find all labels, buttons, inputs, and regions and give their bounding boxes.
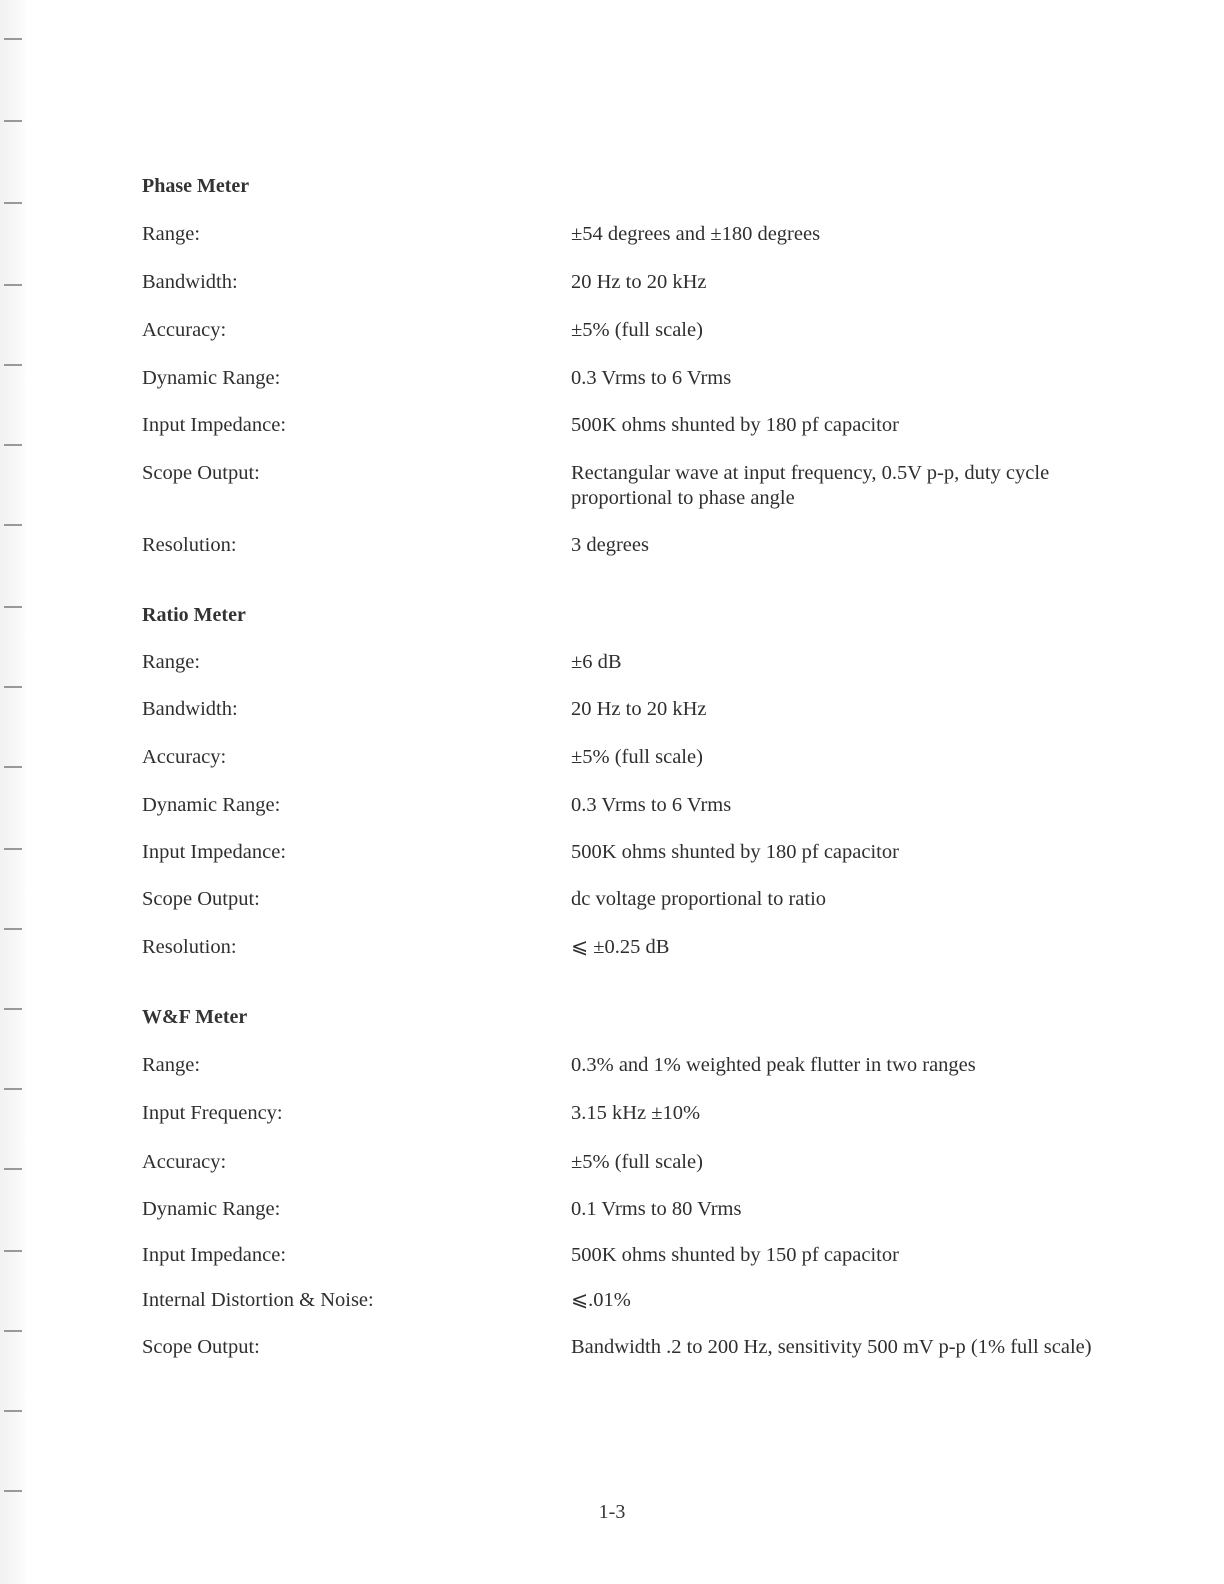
spec-label: Input Impedance:: [142, 841, 287, 863]
spec-label: Dynamic Range:: [142, 794, 281, 816]
spec-value: 20 Hz to 20 kHz: [571, 271, 707, 293]
spec-label: Dynamic Range:: [142, 1198, 281, 1220]
spec-value: ±5% (full scale): [571, 746, 703, 768]
spec-label: Accuracy:: [142, 1151, 227, 1173]
binding-margin: [0, 0, 28, 1584]
binding-hole-mark: [4, 766, 22, 768]
spec-label: Scope Output:: [142, 888, 260, 910]
spec-label: Scope Output:: [142, 462, 260, 484]
spec-label: Resolution:: [142, 936, 237, 958]
spec-value: Rectangular wave at input frequency, 0.5V p-p, duty cycle proportional to phase angle: [571, 462, 1050, 509]
section-title-ratio-meter: Ratio Meter: [142, 604, 246, 626]
spec-label: Scope Output:: [142, 1336, 260, 1358]
binding-hole-mark: [4, 1490, 22, 1492]
spec-label: Bandwidth:: [142, 271, 238, 293]
binding-hole-mark: [4, 686, 22, 688]
binding-hole-mark: [4, 120, 22, 122]
binding-hole-mark: [4, 1168, 22, 1170]
spec-value: 0.3 Vrms to 6 Vrms: [571, 794, 732, 816]
spec-label: Internal Distortion & Noise:: [142, 1289, 374, 1311]
spec-value: Bandwidth .2 to 200 Hz, sensitivity 500 mV p-p (1% full scale): [571, 1336, 1092, 1358]
spec-label: Resolution:: [142, 534, 237, 556]
spec-value: dc voltage proportional to ratio: [571, 888, 827, 910]
spec-value: ⩽.01%: [571, 1289, 631, 1311]
binding-hole-mark: [4, 202, 22, 204]
spec-value: ±6 dB: [571, 651, 622, 673]
spec-value: 0.1 Vrms to 80 Vrms: [571, 1198, 742, 1220]
spec-value: 0.3% and 1% weighted peak flutter in two ranges: [571, 1054, 976, 1076]
binding-hole-mark: [4, 284, 22, 286]
spec-value: ±5% (full scale): [571, 1151, 703, 1173]
binding-hole-mark: [4, 928, 22, 930]
spec-value: ⩽ ±0.25 dB: [571, 936, 670, 958]
spec-label: Range:: [142, 651, 201, 673]
spec-label: Bandwidth:: [142, 698, 238, 720]
spec-label: Range:: [142, 1054, 201, 1076]
binding-hole-mark: [4, 444, 22, 446]
section-title-phase-meter: Phase Meter: [142, 175, 250, 197]
spec-value: ±5% (full scale): [571, 319, 703, 341]
section-title-wf-meter: W&F Meter: [142, 1006, 248, 1028]
binding-hole-mark: [4, 1088, 22, 1090]
spec-value: 500K ohms shunted by 180 pf capacitor: [571, 841, 899, 863]
spec-value: 0.3 Vrms to 6 Vrms: [571, 367, 732, 389]
spec-label: Input Impedance:: [142, 414, 287, 436]
binding-hole-mark: [4, 1008, 22, 1010]
binding-hole-mark: [4, 364, 22, 366]
binding-hole-mark: [4, 1330, 22, 1332]
spec-label: Accuracy:: [142, 319, 227, 341]
spec-label: Accuracy:: [142, 746, 227, 768]
spec-label: Dynamic Range:: [142, 367, 281, 389]
spec-value: 3 degrees: [571, 534, 649, 556]
spec-value: 3.15 kHz ±10%: [571, 1102, 701, 1124]
spec-value: ±54 degrees and ±180 degrees: [571, 223, 821, 245]
binding-hole-mark: [4, 606, 22, 608]
binding-hole-mark: [4, 524, 22, 526]
spec-label: Input Frequency:: [142, 1102, 283, 1124]
binding-hole-mark: [4, 1410, 22, 1412]
page-number: 1-3: [598, 1501, 626, 1523]
spec-value: 20 Hz to 20 kHz: [571, 698, 707, 720]
spec-label: Range:: [142, 223, 201, 245]
spec-label: Input Impedance:: [142, 1244, 287, 1266]
binding-hole-mark: [4, 848, 22, 850]
binding-hole-mark: [4, 1250, 22, 1252]
spec-value: 500K ohms shunted by 180 pf capacitor: [571, 414, 899, 436]
spec-value: 500K ohms shunted by 150 pf capacitor: [571, 1244, 899, 1266]
binding-hole-mark: [4, 38, 22, 40]
